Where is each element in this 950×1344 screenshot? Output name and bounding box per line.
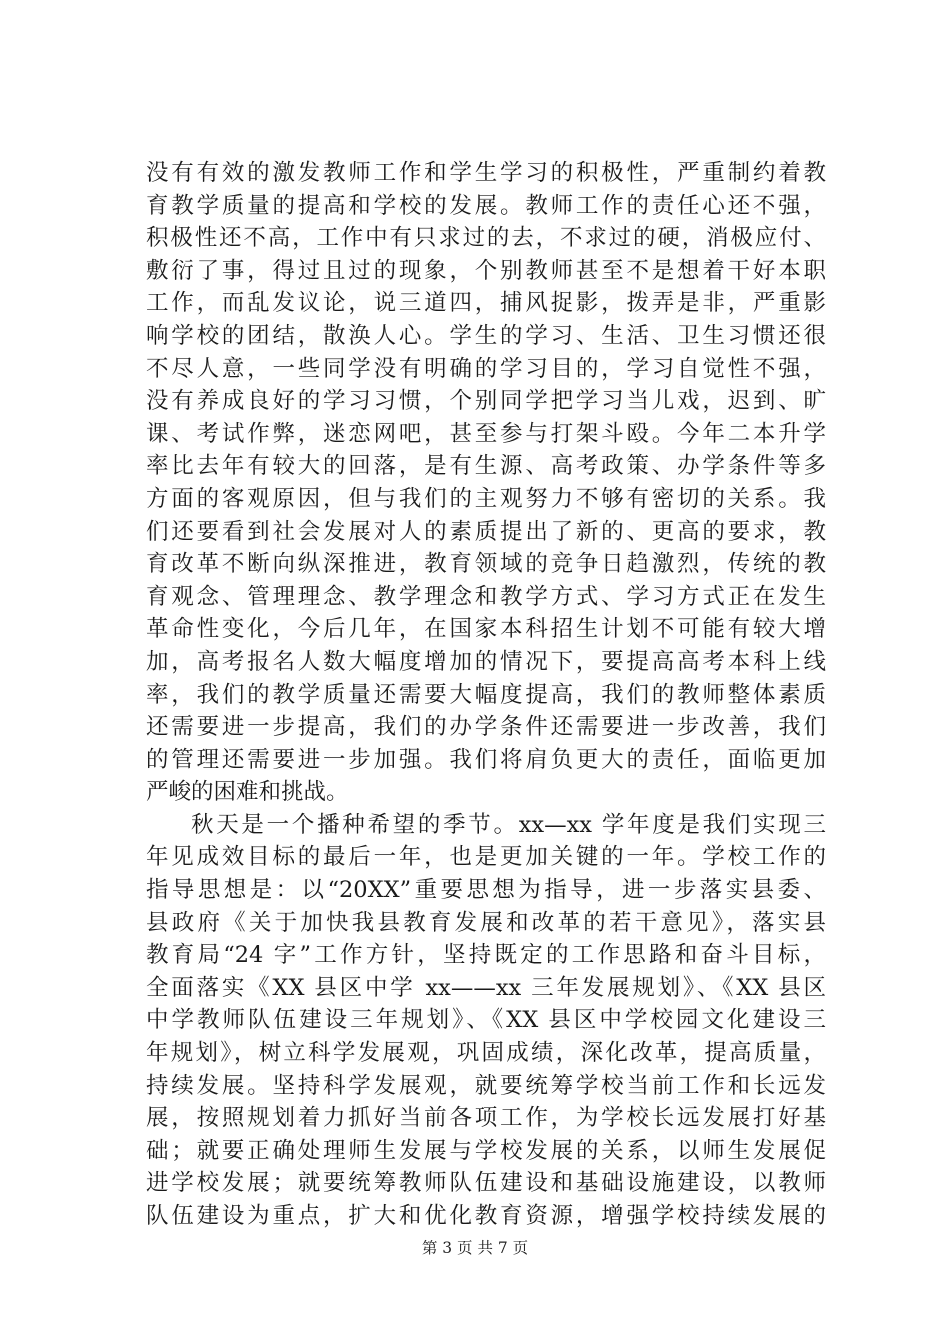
text-line: 加，高考报名人数大幅度增加的情况下，要提高高考本科上线: [146, 648, 826, 675]
text-line: 工作，而乱发议论，说三道四，捕风捉影，拨弄是非，严重影: [146, 290, 826, 317]
text-line: 育观念、管理理念、教学理念和教学方式、学习方式正在发生: [146, 583, 826, 610]
page-number-footer: 第 3 页 共 7 页: [421, 1239, 529, 1257]
text-line: 还需要进一步提高，我们的办学条件还需要进一步改善，我们: [146, 714, 826, 741]
text-line: 育教学质量的提高和学校的发展。教师工作的责任心还不强，: [146, 192, 826, 219]
text-line: 方面的客观原因，但与我们的主观努力不够有密切的关系。我: [146, 485, 826, 512]
paragraph-start-line: 秋天是一个播种希望的季节。xx—xx 学年度是我们实现三: [191, 811, 826, 838]
text-line: 持续发展。坚持科学发展观，就要统筹学校当前工作和长远发: [146, 1072, 826, 1099]
text-line: 指导思想是：以“20XX”重要思想为指导，进一步落实县委、: [146, 877, 826, 904]
text-line: 的管理还需要进一步加强。我们将肩负更大的责任，面临更加: [146, 746, 826, 773]
text-line: 没有养成良好的学习习惯，个别同学把学习当儿戏，迟到、旷: [146, 388, 826, 415]
text-line: 们还要看到社会发展对人的素质提出了新的、更高的要求，教: [146, 518, 826, 545]
text-line: 年规划》，树立科学发展观，巩固成绩，深化改革，提高质量，: [146, 1040, 826, 1067]
text-line: 进学校发展；就要统筹教师队伍建设和基础设施建设，以教师: [146, 1170, 826, 1197]
text-line: 没有有效的激发教师工作和学生学习的积极性，严重制约着教: [146, 160, 826, 186]
text-line: 课、考试作弊，迷恋网吧，甚至参与打架斗殴。今年二本升学: [146, 420, 826, 447]
text-line: 展，按照规划着力抓好当前各项工作，为学校长远发展打好基: [146, 1105, 826, 1132]
text-line: 县政府《关于加快我县教育发展和改革的若干意见》，落实县: [146, 909, 826, 936]
text-line: 队伍建设为重点，扩大和优化教育资源，增强学校持续发展的: [146, 1203, 826, 1229]
paragraph-end-line: 严峻的困难和挑战。: [146, 779, 349, 806]
text-line: 革命性变化，今后几年，在国家本科招生计划不可能有较大增: [146, 616, 826, 643]
text-line: 年见成效目标的最后一年，也是更加关键的一年。学校工作的: [146, 844, 826, 871]
text-line: 率比去年有较大的回落，是有生源、高考政策、办学条件等多: [146, 453, 826, 480]
text-line: 不尽人意，一些同学没有明确的学习目的，学习自觉性不强，: [146, 355, 826, 382]
text-line: 中学教师队伍建设三年规划》、《XX 县区中学校园文化建设三: [146, 1007, 826, 1034]
text-line: 教育局“24 字”工作方针，坚持既定的工作思路和奋斗目标，: [146, 942, 826, 969]
text-line: 础；就要正确处理师生发展与学校发展的关系，以师生发展促: [146, 1137, 826, 1164]
text-line: 敷衍了事，得过且过的现象，个别教师甚至不是想着干好本职: [146, 257, 826, 284]
text-line: 全面落实《XX 县区中学 xx——xx 三年发展规划》、《XX 县区: [146, 974, 826, 1001]
body-text: [146, 157, 826, 1233]
text-line: 积极性还不高，工作中有只求过的去，不求过的硬，消极应付、: [146, 225, 826, 252]
text-line: 率，我们的教学质量还需要大幅度提高，我们的教师整体素质: [146, 681, 826, 708]
text-line: 育改革不断向纵深推进，教育领域的竞争日趋激烈，传统的教: [146, 551, 826, 578]
text-line: 响学校的团结，散涣人心。学生的学习、生活、卫生习惯还很: [146, 322, 826, 349]
